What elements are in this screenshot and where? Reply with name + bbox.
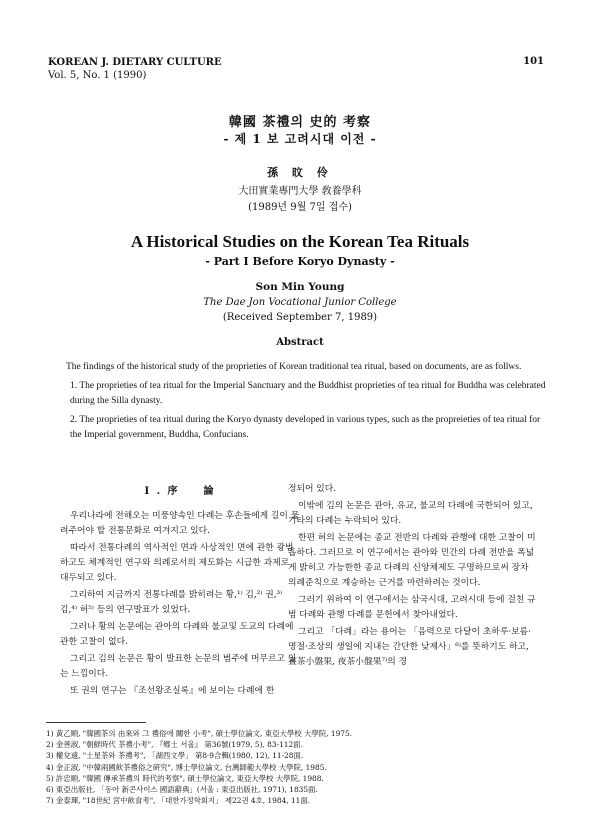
body-column-left: [60, 482, 300, 701]
abstract-item: 2. The proprieties of tea ritual during the Koryo dynasty developed in various types, such as the propreieties of tea ritual for the Imperial government, Buddha, Confucians.: [70, 414, 541, 440]
journal-volume: Vol. 5, No. 1 (1990): [48, 70, 147, 81]
korean-received-date: (1989년 9월 7일 접수): [248, 202, 352, 213]
body-paragraph: 한편 허의 논문에는 종교 전반의 다례와 관행에 대한 고찰이 미흡하다. 그러므로 이 연구에서는 관아와 민간의 다례 전반을 폭넓게 밝히고 가능한한 종교 다례의 신앙체제도 구명하므로써 장차 의례준칙으로 계승하는 근거를 마련하려는 것이다.: [288, 533, 536, 588]
english-author: Son Min Young: [255, 281, 345, 293]
body-paragraph: 정되어 있다.: [288, 484, 337, 494]
body-paragraph: 그리고 「다례」라는 용어는 「음력으로 다달이 초하루·보름·명절·조상의 생일에 지내는 간단한 낮제사」⁶⁾를 뜻하기도 하고, 晝茶小盤果, 夜茶小盤果⁷⁾의 경: [288, 627, 531, 667]
footnotes: [46, 728, 556, 806]
section-heading-introduction: I . 序 論: [144, 486, 216, 497]
footnote: 7) 金泰琿, "18世紀 宮中飮食考", 「대한가정학회지」 제22권 4호, 1984, 11面.: [46, 796, 311, 806]
body-paragraph: 이밖에 김의 논문은 관아, 유교, 불교의 다례에 국한되어 있고, 기타의 다례는 누락되어 있다.: [288, 501, 533, 526]
running-header: [48, 56, 222, 82]
page-number: 101: [523, 56, 544, 67]
journal-name: KOREAN J. DIETARY CULTURE: [48, 57, 222, 68]
korean-author: 孫 旼 伶: [267, 166, 333, 179]
footnote: 2) 金善淑, "朝鮮時代 茶禮小考", 『鄕土 서울』 第36號(1979, 5), 83-112面.: [46, 740, 303, 750]
english-affiliation: The Dae Jon Vocational Junior College: [203, 297, 397, 308]
korean-affiliation: 大田實業專門大學 敎養學科: [238, 186, 362, 197]
abstract-body: [56, 360, 546, 447]
english-received-date: (Received September 7, 1989): [222, 312, 378, 323]
abstract-heading: Abstract: [276, 337, 324, 348]
body-column-right: [288, 482, 538, 672]
abstract-item: 1. The proprieties of tea ritual for the Imperial Sanctuary and the Buddhist proprieties of tea ritual for Buddha was celebrated during the Silla dynasty.: [70, 380, 546, 406]
footnote: 4) 金正淑, "中韓兩國飮茶禮俗之硏究", 博士學位論文, 台灣師範大學校 大學院, 1985.: [46, 762, 327, 772]
footnote: 3) 權兌遠, "土星茶와 茶禮考", 「湖西文學」 第8·9合輯(1980, 12), 11-28面.: [46, 751, 304, 761]
body-paragraph: 따라서 전통다례의 역사적인 면과 사상적인 면에 관한 광범하고도 체계적인 연구와 의례로서의 제도화는 시급한 과제로 대두되고 있다.: [60, 543, 294, 583]
korean-title: 韓國 茶禮의 史的 考察: [228, 115, 372, 130]
footnote: 1) 黃乙順, "韓國茶의 由來와 그 禮俗에 關한 小考", 碩士學位論文, 東亞大學校 大學院, 1975.: [46, 729, 353, 738]
abstract-list: [56, 379, 546, 444]
footnote-divider: [46, 722, 146, 723]
body-paragraph: 그리하여 지금까지 전통다례를 밝히려는 황,¹⁾ 김,²⁾ 권,³⁾ 김,⁴⁾ 허⁵⁾ 등의 연구발표가 있었다.: [60, 590, 283, 615]
body-paragraph: 그리고 김의 논문은 황이 발표한 논문의 범주에 머무르고 있는 느낌이다.: [60, 654, 297, 679]
footnote: 6) 東亞出版社, 「동아 新콘사이스 國語辭典」(서울 : 東亞出版社, 1971), 1835面.: [46, 785, 318, 795]
abstract-intro: The findings of the historical study of the proprieties of Korean traditional tea ritual, based on documents, are as follws.: [66, 362, 522, 372]
english-subtitle: - Part I Before Koryo Dynasty -: [205, 255, 395, 268]
footnote: 5) 許忠順, "韓國 傳承茶禮의 時代的考察", 碩士學位論文, 東亞大學校 大學院, 1988.: [46, 773, 324, 783]
body-paragraph: 우리나라에 전해오는 미풍양속인 다례는 후손들에게 길이 물려주어야 할 전통문화로 여겨지고 있다.: [60, 511, 300, 536]
english-title: A Historical Studies on the Korean Tea Rituals: [130, 232, 470, 251]
body-paragraph: 그러기 위하여 이 연구에서는 삼국시대, 고려시대 등에 걸친 규범 다례와 관행 다례를 문헌에서 찾아내었다.: [288, 595, 536, 620]
body-paragraph: 그러나 황의 논문에는 관아의 다례와 불교및 도교의 다례에 관한 고찰이 없다.: [60, 622, 294, 647]
korean-subtitle: - 제 1 보 고려시대 이전 -: [223, 132, 377, 146]
body-paragraph: 또 권의 연구는 『조선왕조실록』에 보이는 다례에 한: [70, 686, 275, 696]
